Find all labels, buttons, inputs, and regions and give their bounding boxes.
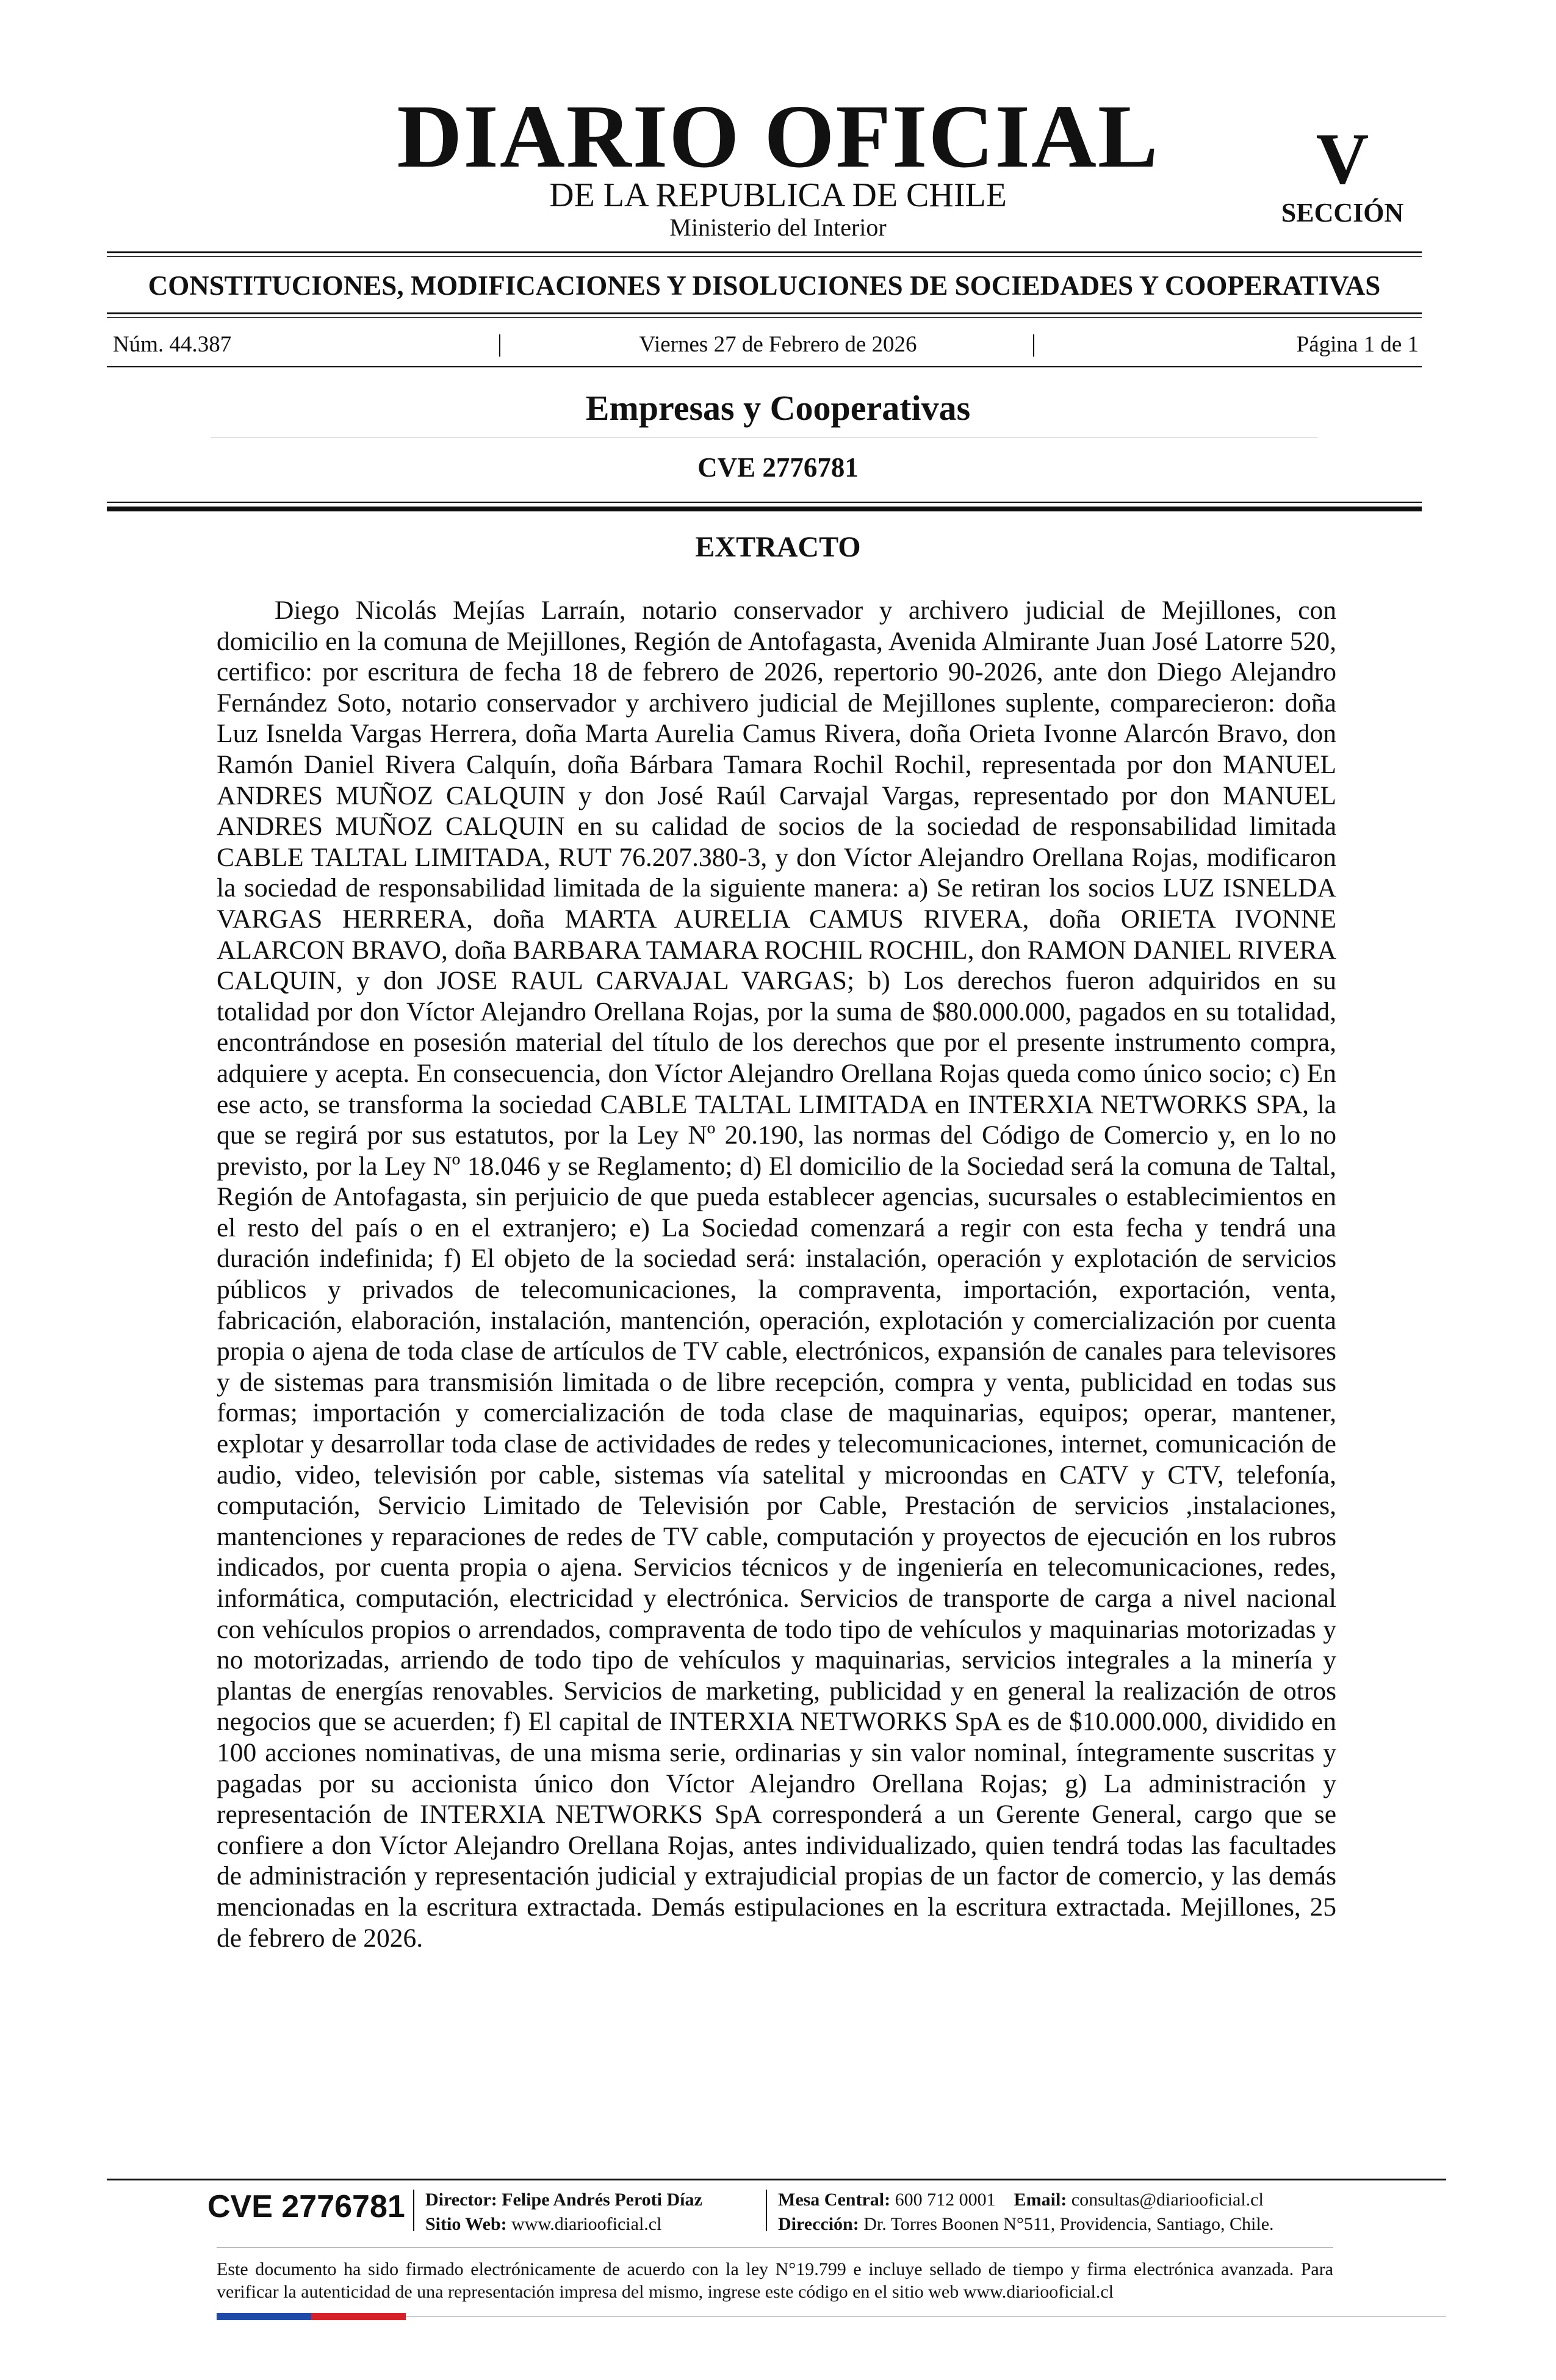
mesa-phone: 600 712 0001 [895,2190,996,2210]
masthead-ministry: Ministerio del Interior [669,214,887,241]
address-label: Dirección: [778,2214,859,2234]
section-word: SECCIÓN [1281,198,1404,228]
document-heading: EXTRACTO [695,531,861,563]
divider [107,312,1422,314]
cve-code: CVE 2776781 [697,452,859,483]
masthead-title: DIARIO OFICIAL [397,87,1159,187]
section-banner: CONSTITUCIONES, MODIFICACIONES Y DISOLUCIONES DE SOCIEDADES Y COOPERATIVAS [148,270,1381,301]
flag-stripe-line [406,2316,1446,2317]
footer-thin-divider [217,2247,1333,2248]
page-indicator: Página 1 de 1 [1296,332,1419,357]
mesa-label: Mesa Central: [778,2190,891,2210]
issue-number: Núm. 44.387 [113,332,232,357]
issue-date: Viernes 27 de Febrero de 2026 [639,332,917,357]
info-separator: | [497,330,503,357]
category-title: Empresas y Cooperativas [585,388,971,428]
divider [107,317,1422,318]
footer-contact-block [778,2188,1274,2237]
divider [107,502,1422,503]
director-label: Director: [425,2190,497,2210]
address-value: Dr. Torres Boonen N°511, Providencia, Santiago, Chile. [863,2214,1274,2234]
footer-separator [413,2190,414,2231]
divider [107,256,1422,257]
info-separator: | [1031,330,1037,357]
site-label: Sitio Web: [425,2214,507,2234]
email-label: Email: [1014,2190,1067,2210]
site-link[interactable]: www.diariooficial.cl [511,2214,662,2234]
divider [107,251,1422,253]
divider [107,366,1422,367]
masthead-subtitle: DE LA REPUBLICA DE CHILE [549,176,1007,214]
footer-legal-note: Este documento ha sido firmado electrónicamente de acuerdo con la ley N°19.799 e incluye sellado de tiempo y firma electrónica avanzada. Para verificar la autenticidad de una representación impresa del mismo, ingrese este código en el sitio web www.diariooficial.cl [217,2259,1333,2302]
director-name: Felipe Andrés Peroti Díaz [502,2190,702,2210]
divider [107,507,1422,511]
footer-cve-code: CVE 2776781 [207,2189,405,2224]
section-letter: V [1316,118,1369,199]
footer-divider [107,2179,1446,2180]
footer-director-block [425,2188,702,2237]
flag-stripe-red [311,2313,406,2320]
email-link[interactable]: consultas@diariooficial.cl [1071,2190,1264,2210]
extract-body: Diego Nicolás Mejías Larraín, notario conservador y archivero judicial de Mejillones, con domicilio en la comuna de Mejillones, Región de Antofagasta, Avenida Almirante Juan José Latorre 520, certifico: por escritura de fecha 18 de febrero de 2026, repertorio 90-2026, ante don Diego Alejandro Fernández Soto, notario conservador y archivero judicial de Mejillones suplente, comparecieron: doña Luz Isnelda Vargas Herrera, doña Marta Aurelia Camus Rivera, doña Orieta Ivonne Alarcón Bravo, don Ramón Daniel Rivera Calquín, doña Bárbara Tamara Rochil Rochil, representada por don MANUEL ANDRES MUÑOZ CALQUIN y don José Raúl Carvajal Vargas, representado por don MANUEL ANDRES MUÑOZ CALQUIN en su calidad de socios de la sociedad de responsabilidad limitada CABLE TALTAL LIMITADA, RUT 76.207.380-3, y don Víctor Alejandro Orellana Rojas, modificaron la sociedad de responsabilidad limitada de la siguiente manera: a) Se retiran los socios LUZ ISNELDA VARGAS HERRERA, doña MARTA AURELIA CAMUS RIVERA, doña ORIETA IVONNE ALARCON BRAVO, doña BARBARA TAMARA ROCHIL ROCHIL, don RAMON DANIEL RIVERA CALQUIN, y don JOSE RAUL CARVAJAL VARGAS; b) Los derechos fueron adquiridos en su totalidad por don Víctor Alejandro Orellana Rojas, por la suma de $80.000.000, pagados en su totalidad, encontrándose en posesión material del título de los derechos que por el presente instrumento compra, adquiere y acepta. En consecuencia, don Víctor Alejandro Orellana Rojas queda como único socio; c) En ese acto, se transforma la sociedad CABLE TALTAL LIMITADA en INTERXIA NETWORKS SPA, la que se regirá por sus estatutos, por la Ley Nº 20.190, las normas del Código de Comercio y, en lo no previsto, por la Ley Nº 18.046 y se Reglamento; d) El domicilio de la Sociedad será la comuna de Taltal, Región de Antofagasta, sin perjuicio de que pueda establecer agencias, sucursales o establecimientos en el resto del país o en el extranjero; e) La Sociedad comenzará a regir con esta fecha y tendrá una duración indefinida; f) El objeto de la sociedad será: instalación, operación y explotación de servicios públicos y privados de telecomunicaciones, la compraventa, importación, exportación, venta, fabricación, elaboración, instalación, mantención, operación, explotación y comercialización por cuenta propia o ajena de toda clase de artículos de TV cable, electrónicos, expansión de canales para televisores y de sistemas para transmisión limitada o de libre recepción, compra y venta, publicidad en todas sus formas; importación y comercialización de toda clase de maquinarias, equipos; operar, mantener, explotar y desarrollar toda clase de actividades de redes y telecomunicaciones, internet, comunicación de audio, video, televisión por cable, sistemas vía satelital y microondas en CATV y CTV, telefonía, computación, Servicio Limitado de Televisión por Cable, Prestación de servicios ,instalaciones, mantenciones y reparaciones de redes de TV cable, computación y proyectos de ejecución en los rubros indicados, por cuenta propia o ajena. Servicios técnicos y de ingeniería en telecomunicaciones, redes, informática, computación, electricidad y electrónica. Servicios de transporte de carga a nivel nacional con vehículos propios o arrendados, compraventa de todo tipo de vehículos y maquinarias motorizadas y no motorizadas, arriendo de todo tipo de vehículos y maquinarias, servicios integrales a la minería y plantas de energías renovables. Servicios de marketing, publicidad y en general la realización de otros negocios que se acuerden; f) El capital de INTERXIA NETWORKS SpA es de $10.000.000, dividido en 100 acciones nominativas, de una misma serie, ordinarias y sin valor nominal, íntegramente suscritas y pagadas por su accionista único don Víctor Alejandro Orellana Rojas; g) La administración y representación de INTERXIA NETWORKS SpA corresponderá a un Gerente General, cargo que se confiere a don Víctor Alejandro Orellana Rojas, antes individualizado, quien tendrá todas las facultades de administración y representación judicial y extrajudicial propias de un factor de comercio, y las demás mencionadas en la escritura extractada. Demás estipulaciones en la escritura extractada. Mejillones, 25 de febrero de 2026. [217,596,1336,1953]
footer-separator [766,2190,767,2231]
flag-stripe-blue [217,2313,311,2320]
